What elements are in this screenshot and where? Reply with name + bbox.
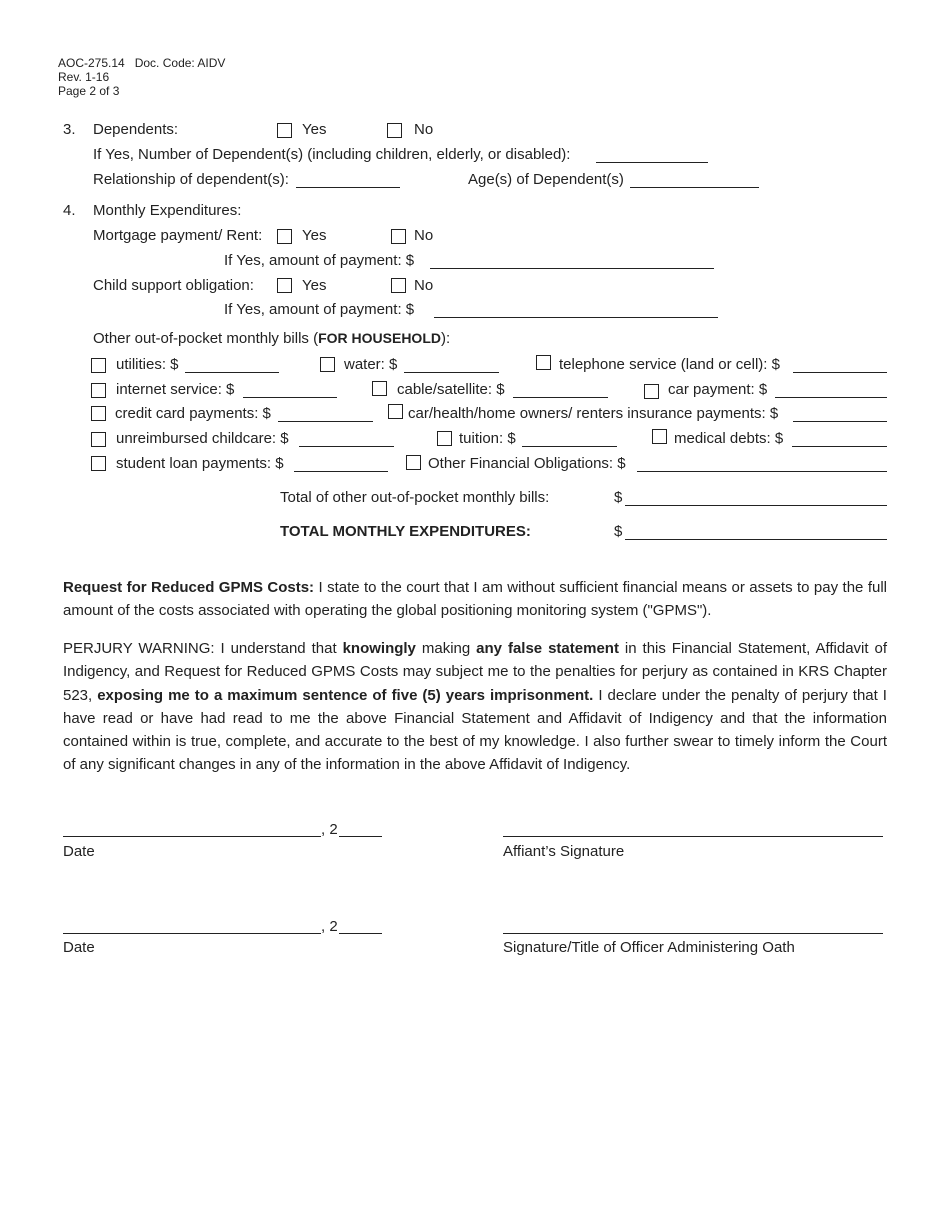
insurance-label: car/health/home owners/ renters insurance payments: $ (408, 405, 779, 422)
dependents-label: Dependents: (93, 121, 179, 138)
date-label-2: Date (63, 939, 95, 956)
ages-field[interactable] (630, 173, 759, 188)
officer-signature-line[interactable] (503, 933, 883, 934)
student-loan-label: student loan payments: $ (116, 455, 284, 472)
internet-field[interactable] (243, 383, 337, 398)
child-support-label: Child support obligation: (93, 277, 254, 294)
year-line-1[interactable] (339, 836, 382, 837)
medical-checkbox[interactable] (652, 429, 667, 444)
affiant-signature-line[interactable] (503, 836, 883, 837)
form-id: AOC-275.14 (58, 56, 125, 70)
total-monthly-field[interactable] (625, 525, 887, 540)
telephone-label: telephone service (land or cell): $ (559, 356, 780, 373)
tuition-field[interactable] (522, 432, 617, 447)
mortgage-yes-checkbox[interactable] (277, 229, 292, 244)
dependents-count-label: If Yes, Number of Dependent(s) (including children, elderly, or disabled): (93, 146, 571, 163)
telephone-checkbox[interactable] (536, 355, 551, 370)
car-payment-label: car payment: $ (668, 381, 768, 398)
student-loan-field[interactable] (294, 457, 388, 472)
affiant-signature-label: Affiant’s Signature (503, 843, 625, 860)
perjury-paragraph (63, 637, 887, 777)
child-support-no-label: No (414, 277, 434, 294)
mortgage-amount-field[interactable] (430, 254, 714, 269)
mortgage-label: Mortgage payment/ Rent: (93, 227, 263, 244)
mortgage-no-checkbox[interactable] (391, 229, 406, 244)
perjury-bold-sentence: exposing me to a maximum sentence of five (5) years imprisonment. (97, 686, 594, 704)
ages-label: Age(s) of Dependent(s) (468, 171, 624, 188)
date-line-1[interactable] (63, 836, 321, 837)
internet-checkbox[interactable] (91, 383, 106, 398)
utilities-label: utilities: $ (116, 356, 179, 373)
telephone-field[interactable] (793, 358, 887, 373)
credit-card-label: credit card payments: $ (115, 405, 271, 422)
perjury-text-4: I declare under the penalty of perjury that I have read or have had read to me the above Financial Statement and Affidavit of Indigency and that the information contained within is true, complete, and accurate to the best of my knowledge. I also further swear to timely inform the Court of any significant changes in any of the information in the above Affidavit of Indigency. (63, 686, 887, 774)
medical-label: medical debts: $ (674, 430, 784, 447)
request-text: I state to the court that I am without sufficient financial means or assets to pay the full amount of the costs associated with operating the global positioning monitoring system ("GPMS"). (63, 579, 887, 620)
doc-code: Doc. Code: AIDV (134, 56, 226, 70)
other-bills-prefix: Other out-of-pocket monthly bills ( (93, 330, 319, 347)
credit-card-field[interactable] (278, 407, 373, 422)
other-bills-suffix: ): (440, 330, 451, 347)
childcare-field[interactable] (299, 432, 394, 447)
revision: Rev. 1-16 (58, 70, 110, 84)
medical-field[interactable] (792, 432, 887, 447)
dependents-no-checkbox[interactable] (387, 123, 402, 138)
student-loan-checkbox[interactable] (91, 456, 106, 471)
total-other-field[interactable] (625, 491, 887, 506)
dependents-no-label: No (414, 121, 434, 138)
tuition-checkbox[interactable] (437, 431, 452, 446)
child-support-yes-checkbox[interactable] (277, 278, 292, 293)
other-bills-heading (93, 329, 450, 348)
water-label: water: $ (344, 356, 398, 373)
cable-field[interactable] (513, 383, 608, 398)
year-prefix-2: , 2 (321, 918, 338, 935)
insurance-field[interactable] (793, 407, 887, 422)
child-support-amount-label: If Yes, amount of payment: $ (224, 301, 415, 318)
other-bills-household: FOR HOUSEHOLD (318, 330, 441, 346)
other-obligations-field[interactable] (637, 457, 887, 472)
year-prefix-1: , 2 (321, 821, 338, 838)
child-support-no-checkbox[interactable] (391, 278, 406, 293)
page-number: Page 2 of 3 (58, 84, 120, 98)
perjury-text-2: making (415, 640, 477, 657)
perjury-bold-false-statement: any false statement (476, 640, 619, 657)
internet-label: internet service: $ (116, 381, 235, 398)
officer-signature-label: Signature/Title of Officer Administering Oath (503, 939, 795, 956)
insurance-checkbox[interactable] (388, 404, 403, 419)
other-obligations-label: Other Financial Obligations: $ (428, 455, 626, 472)
section-3-number: 3. (63, 121, 76, 138)
request-paragraph (63, 576, 887, 623)
credit-card-checkbox[interactable] (91, 406, 106, 421)
request-heading: Request for Reduced GPMS Costs: (63, 579, 315, 596)
childcare-checkbox[interactable] (91, 432, 106, 447)
perjury-text-3: in this Financial Statement, Affidavit of Indigency, and Request for Reduced GPMS Costs may subject me to the penalties for perjury as contained in KRS Chapter 523, (63, 640, 887, 704)
cable-label: cable/satellite: $ (397, 381, 505, 398)
total-monthly-label: TOTAL MONTHLY EXPENDITURES: (280, 523, 531, 540)
utilities-field[interactable] (185, 358, 279, 373)
dependents-count-field[interactable] (596, 148, 708, 163)
total-monthly-dollar: $ (614, 523, 623, 540)
total-other-dollar: $ (614, 489, 623, 506)
relationship-label: Relationship of dependent(s): (93, 171, 289, 188)
mortgage-yes-label: Yes (302, 227, 327, 244)
perjury-text-1: PERJURY WARNING: I understand that (63, 640, 343, 657)
utilities-checkbox[interactable] (91, 358, 106, 373)
car-payment-field[interactable] (775, 383, 887, 398)
mortgage-amount-label: If Yes, amount of payment: $ (224, 252, 415, 269)
child-support-yes-label: Yes (302, 277, 327, 294)
perjury-bold-knowingly: knowingly (342, 640, 416, 657)
dependents-yes-label: Yes (302, 121, 327, 138)
relationship-field[interactable] (296, 173, 400, 188)
cable-checkbox[interactable] (372, 381, 387, 396)
date-line-2[interactable] (63, 933, 321, 934)
form-header (58, 56, 225, 70)
child-support-amount-field[interactable] (434, 303, 718, 318)
other-obligations-checkbox[interactable] (406, 455, 421, 470)
water-field[interactable] (404, 358, 499, 373)
tuition-label: tuition: $ (459, 430, 516, 447)
section-4-number: 4. (63, 202, 76, 219)
dependents-yes-checkbox[interactable] (277, 123, 292, 138)
date-label-1: Date (63, 843, 95, 860)
car-payment-checkbox[interactable] (644, 384, 659, 399)
mortgage-no-label: No (414, 227, 434, 244)
water-checkbox[interactable] (320, 357, 335, 372)
childcare-label: unreimbursed childcare: $ (116, 430, 289, 447)
monthly-expenditures-label: Monthly Expenditures: (93, 202, 242, 219)
year-line-2[interactable] (339, 933, 382, 934)
total-other-label: Total of other out-of-pocket monthly bills: (280, 489, 550, 506)
